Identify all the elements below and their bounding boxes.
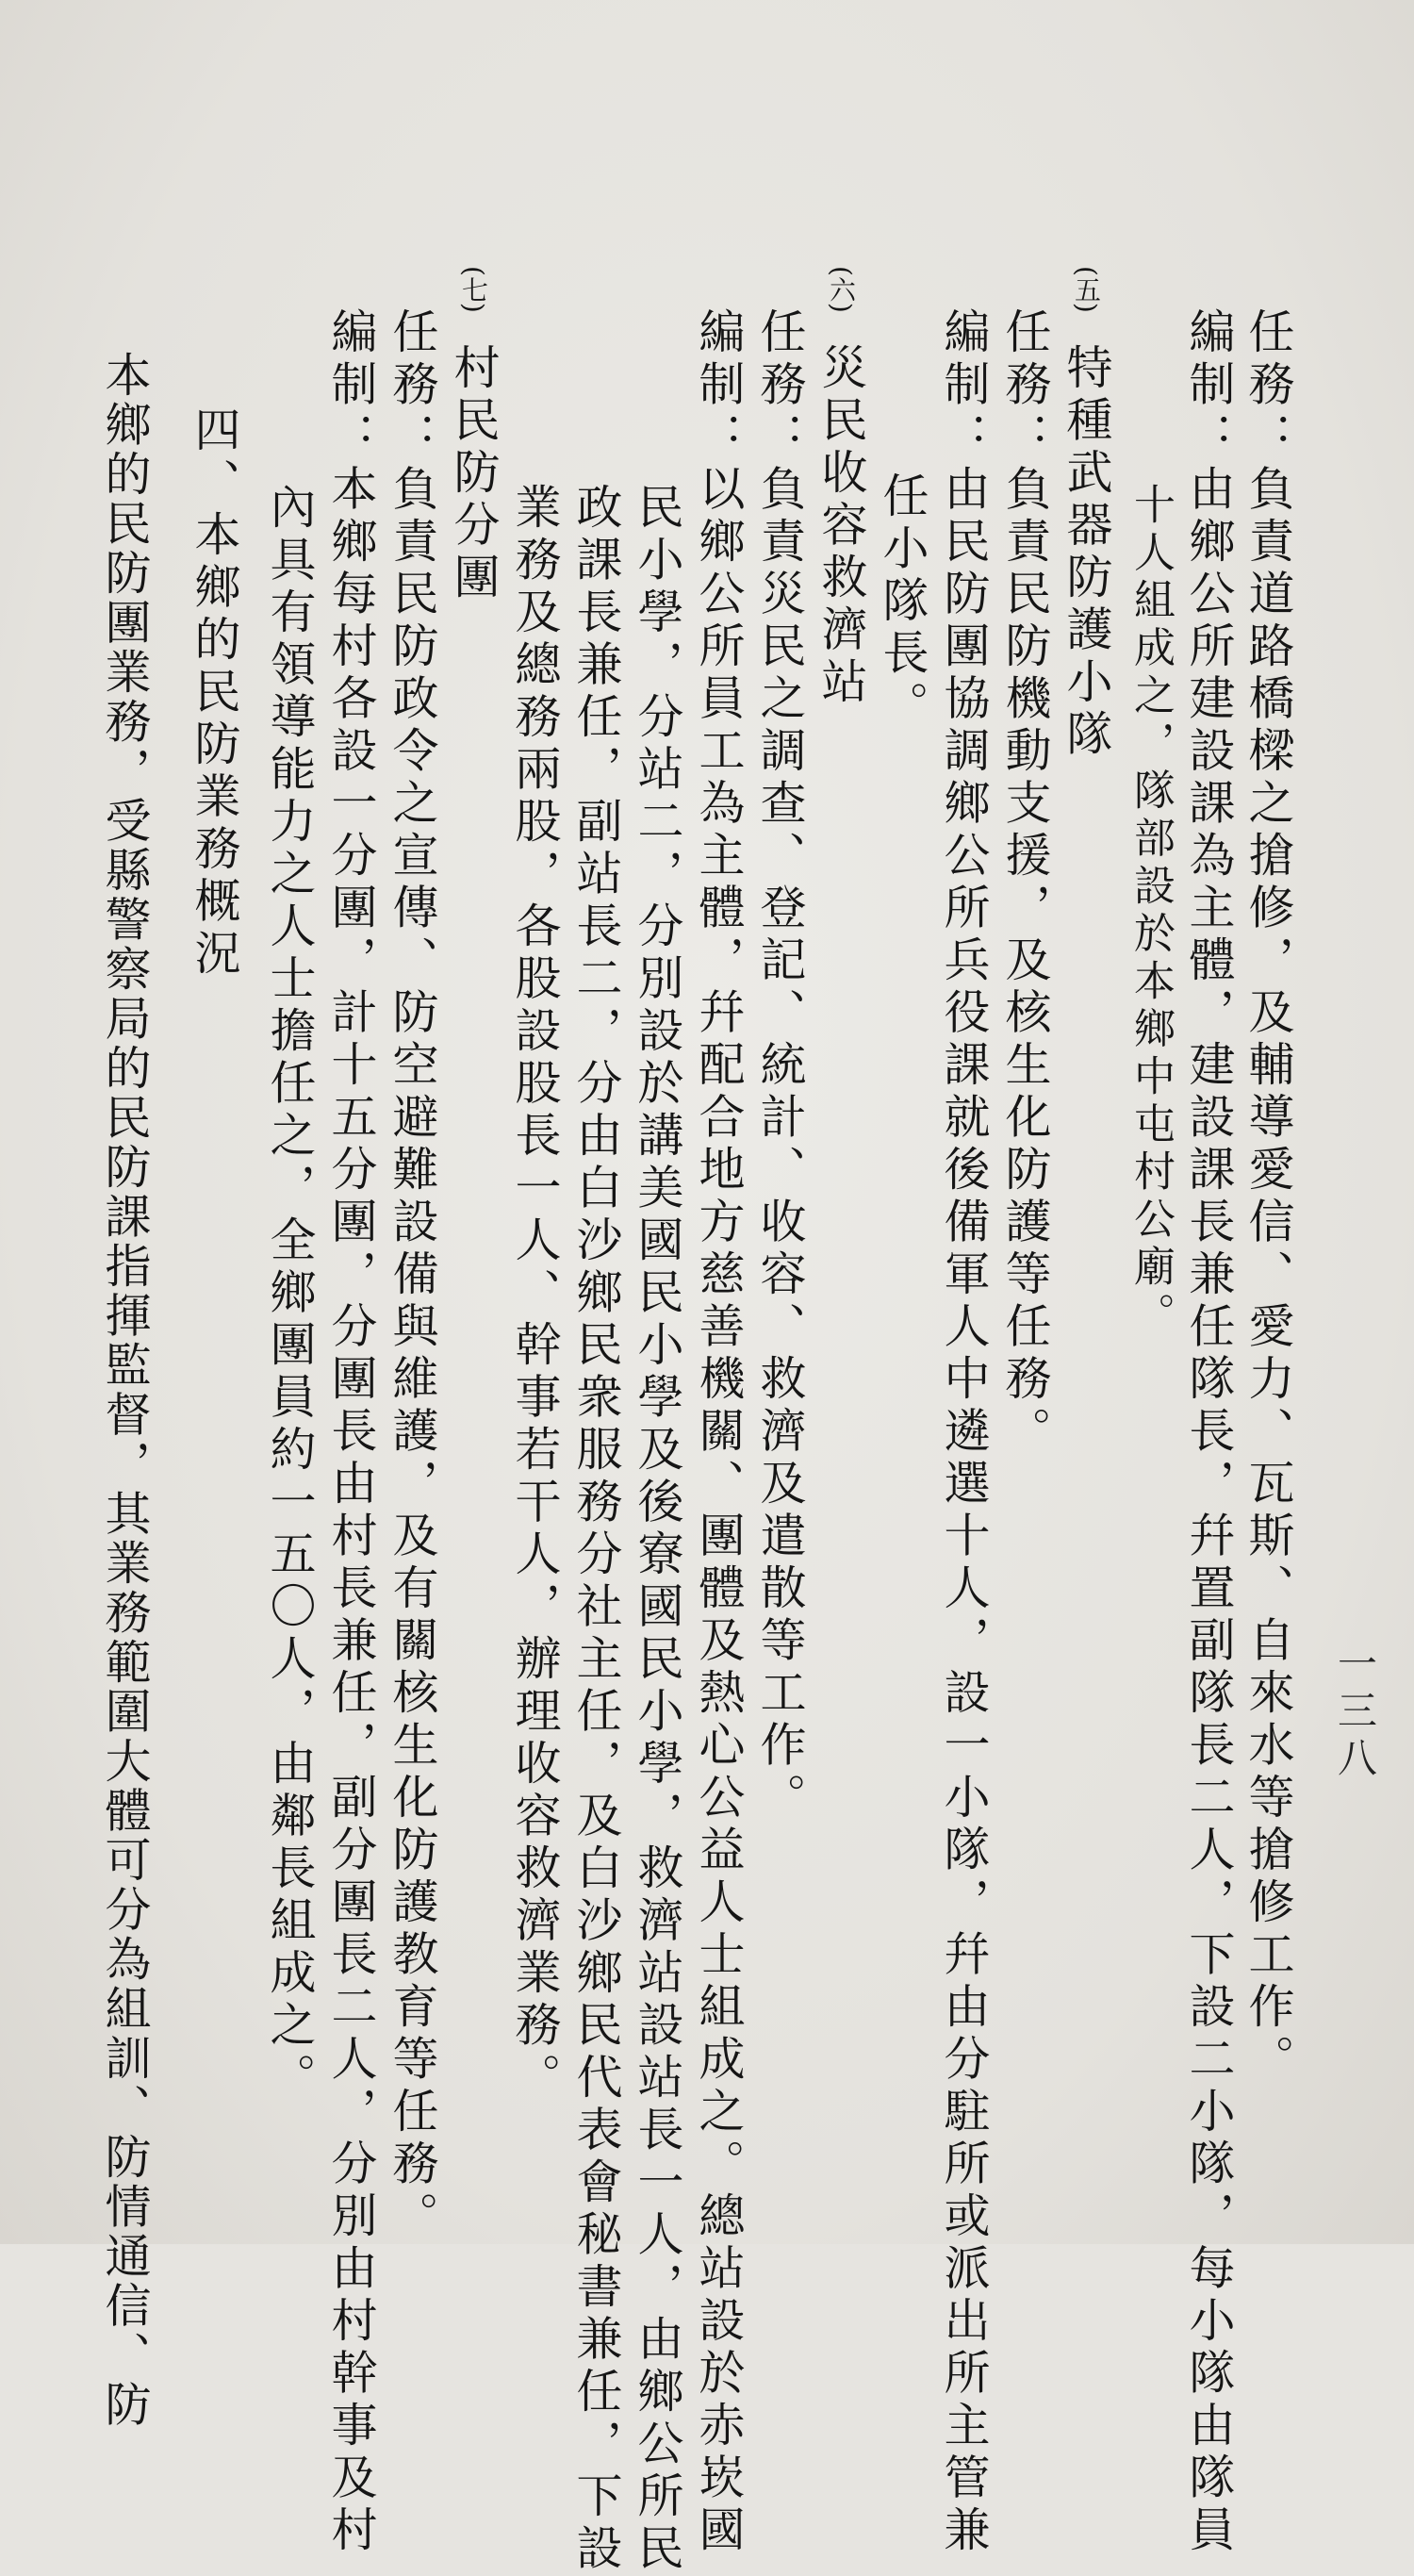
text-column: 編制：本鄉每村各設一分團，計十五分團，分團長由村長兼任，副分團長二人，分別由村幹事及村 — [324, 307, 378, 2558]
text-column: 業務及總務兩股，各股設股長一人、幹事若干人，辦理收容救濟業務。 — [508, 483, 562, 2105]
section-heading: (七) 村民防分團 — [447, 266, 501, 605]
section-number: (七) — [458, 266, 489, 313]
text-column: 任小隊長。 — [876, 471, 929, 734]
section-heading: (五) 特種武器防護小隊 — [1060, 266, 1113, 762]
chapter-heading: 四、本鄉的民防業務概況 — [188, 405, 241, 982]
text-column: 任務：負責民防機動支援，及核生化防護等任務。 — [998, 307, 1052, 1459]
section-number: (六) — [826, 266, 857, 313]
text-column: 編制：以鄉公所員工為主體，幷配合地方慈善機關、團體及熱心公益人士組成之。總站設於赤崁國 — [692, 307, 746, 2558]
vertical-body-text — [19, 0, 1295, 2576]
text-column: 十人組成之，隊部設於本鄉中屯村公廟。 — [1126, 483, 1175, 1340]
page-number: 一三八 — [1332, 1643, 1378, 1784]
section-number: (五) — [1071, 266, 1102, 313]
text-column: 內具有領導能力之人士擔任之，全鄉團員約一五〇人，由鄰長組成之。 — [263, 483, 317, 2105]
text-column: 編制：由鄉公所建設課為主體，建設課長兼任隊長，幷置副隊長二人，下設二小隊，每小隊由隊員 — [1182, 307, 1236, 2558]
text-column: 任務：負責民防政令之宣傳、防空避難設備與維護，及有關核生化防護教育等任務。 — [386, 307, 439, 2244]
text-column: 本鄉的民防團業務，受縣警察局的民防課指揮監督，其業務範圍大體可分為組訓、防情通信、防 — [98, 351, 152, 2430]
text-column: 編制：由民防團協調鄉公所兵役課就後備軍人中遴選十人，設一小隊，幷由分駐所或派出所主管兼 — [937, 307, 991, 2558]
text-column: 民小學，分站二，分別設於講美國民小學及後寮國民小學，救濟站設站長一人，由鄉公所民 — [631, 483, 684, 2576]
text-column: 政課長兼任，副站長二，分由白沙鄉民衆服務分社主任，及白沙鄉民代表會秘書兼任，下設 — [569, 483, 623, 2576]
text-column: 任務：負責道路橋樑之搶修，及輔導愛信、愛力、瓦斯、自來水等搶修工作。 — [1241, 307, 1295, 2087]
text-column: 任務：負責災民之調查、登記、統計、收容、救濟及遣散等工作。 — [753, 307, 807, 1825]
section-heading: (六) 災民收容救濟站 — [814, 266, 868, 710]
